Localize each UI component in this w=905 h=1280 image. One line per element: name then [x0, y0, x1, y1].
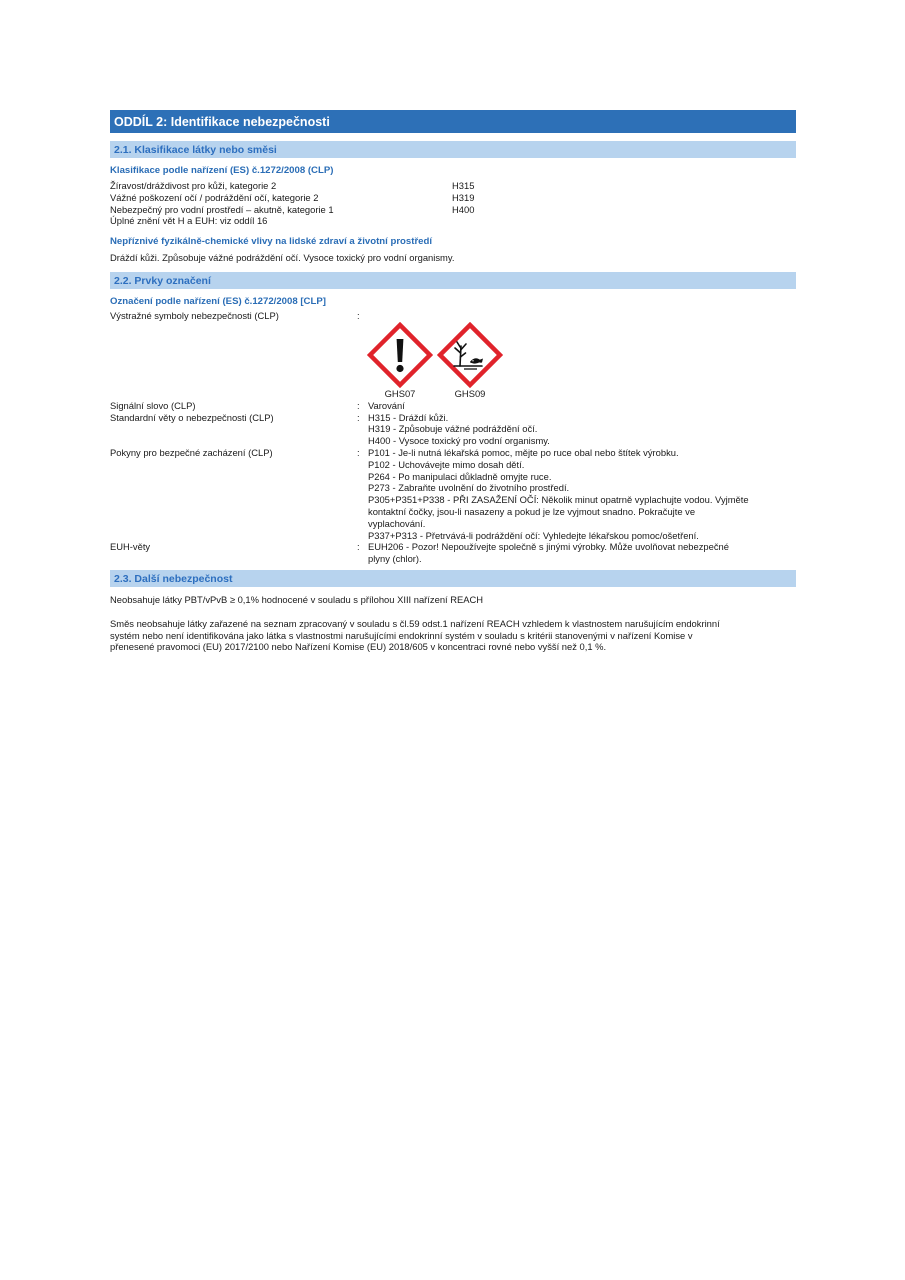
signal-word-value: Varování	[368, 399, 405, 411]
symbols-row: Výstražné symboly nebezpečnosti (CLP) :	[110, 309, 360, 321]
pictogram-ghs07	[365, 322, 435, 400]
classification-row	[110, 180, 796, 192]
pictogram-code: GHS07	[384, 387, 416, 399]
endocrine-line: Směs neobsahuje látky zařazené na seznam zpracovaný v souladu s čl.59 odst.1 nařízení REACH vzhledem k vlastnostem narušujícím endokrinní	[110, 617, 720, 629]
pictogram-ghs09	[435, 322, 505, 400]
classification-name: Vážné poškození očí / podráždění očí, kategorie 2	[110, 191, 319, 203]
precautionary-statement: P101 - Je-li nutná lékařská pomoc, mějte po ruce obal nebo štítek výrobku.	[368, 446, 679, 458]
classification-row	[110, 192, 796, 204]
euh-statement: plyny (chlor).	[368, 553, 422, 565]
environment-icon	[437, 322, 503, 388]
hazard-statements-row: Standardní věty o nebezpečnosti (CLP) : H315 - Dráždí kůži. H319 - Způsobuje vážné podráždění očí. H400 - Vysoce toxický pro vodní organismy.	[110, 412, 796, 447]
precautionary-statement: P102 - Uchovávejte mimo dosah dětí.	[368, 458, 525, 470]
subsection-2-2-title: 2.2. Prvky označení	[110, 272, 796, 289]
classification-row	[110, 204, 796, 216]
classification-code: H400	[452, 203, 475, 215]
euh-statement: EUH206 - Pozor! Nepoužívejte společně s jinými výrobky. Může uvolňovat nebezpečné	[368, 541, 729, 553]
full-text-note: Úplné znění vět H a EUH: viz oddíl 16	[110, 215, 268, 227]
precautionary-statements-label: Pokyny pro bezpečné zacházení (CLP)	[110, 446, 273, 458]
classification-name: Nebezpečný pro vodní prostředí – akutně, kategorie 1	[110, 203, 334, 215]
hazard-statement: H400 - Vysoce toxický pro vodní organismy.	[368, 435, 550, 447]
subsection-2-1-title: 2.1. Klasifikace látky nebo směsi	[110, 141, 796, 158]
precautionary-statement: P264 - Po manipulaci důkladně omyjte ruce.	[368, 470, 552, 482]
exclamation-mark-icon	[367, 322, 433, 388]
precautionary-statement: vyplachování.	[368, 517, 426, 529]
hazard-statement: H319 - Způsobuje vážné podráždění očí.	[368, 423, 538, 435]
signal-word-label: Signální slovo (CLP)	[110, 399, 196, 411]
clp-label-heading: Označení podle nařízení (ES) č.1272/2008 [CLP]	[110, 295, 326, 307]
classification-code: H319	[452, 191, 475, 203]
subsection-2-3-title: 2.3. Další nebezpečnost	[110, 570, 796, 587]
euh-statements-row: EUH-věty : EUH206 - Pozor! Nepoužívejte společně s jinými výrobky. Může uvolňovat nebezpečné plyny (chlor).	[110, 541, 796, 565]
classification-name: Žíravost/dráždivost pro kůži, kategorie 2	[110, 180, 277, 191]
classification-list	[110, 180, 796, 227]
endocrine-line: systém nebo není identifikována jako látka s vlastnostmi narušujícími endokrinní systém v souladu s kritérii stanovenými v nařízení Komise v	[110, 629, 693, 641]
signal-word-row: Signální slovo (CLP) : Varování	[110, 400, 796, 412]
euh-statements-label: EUH-věty	[110, 541, 151, 553]
hazard-pictograms	[365, 322, 796, 400]
precautionary-statement: P305+P351+P338 - PŘI ZASAŽENÍ OČÍ: Několik minut opatrně vyplachujte vodou. Vyjměte	[368, 494, 749, 506]
symbols-label: Výstražné symboly nebezpečnosti (CLP)	[110, 309, 279, 321]
precautionary-statement: kontaktní čočky, jsou-li nasazeny a pokud je lze vyjmout snadno. Pokračujte ve	[368, 505, 696, 517]
hazard-statement: H315 - Dráždí kůži.	[368, 411, 449, 423]
effects-text: Dráždí kůži. Způsobuje vážné podráždění očí. Vysoce toxický pro vodní organismy.	[110, 252, 455, 264]
precautionary-statement: P337+P313 - Přetrvává-li podráždění očí: Vyhledejte lékařskou pomoc/ošetření.	[368, 529, 699, 541]
section-title: ODDÍL 2: Identifikace nebezpečnosti	[110, 110, 796, 133]
classification-code: H315	[452, 180, 475, 191]
endocrine-statement	[110, 618, 796, 653]
precautionary-statement: P273 - Zabraňte uvolnění do životního prostředí.	[368, 482, 570, 494]
hazard-statements-label: Standardní věty o nebezpečnosti (CLP)	[110, 411, 274, 423]
effects-heading: Nepříznivé fyzikálně-chemické vlivy na lidské zdraví a životní prostředí	[110, 236, 433, 248]
precautionary-statements-row: Pokyny pro bezpečné zacházení (CLP) : P101 - Je-li nutná lékařská pomoc, mějte po ruce obal nebo štítek výrobku. P102 - Uchovávejte mimo dosah dětí. P264 - Po manipulaci důkladně omyjte ruce. P273 - Zabraňte uvolnění do životního prostředí. P305+P351+P338 - PŘI ZASAŽENÍ OČÍ: Několik minut opatrně vyplachujte vodou. Vyjměte kontaktní čočky, jsou-li nasazeny a pokud je lze vyjmout snadno. Pokračujte ve vyplachování. P337+P313 - Přetrvává-li podráždění očí: Vyhledejte lékařskou pomoc/ošetření.	[110, 447, 796, 541]
pbt-statement: Neobsahuje látky PBT/vPvB ≥ 0,1% hodnocené v souladu s přílohou XIII nařízení REACH	[110, 593, 484, 605]
endocrine-line: přenesené pravomoci (EU) 2017/2100 nebo Nařízení Komise (EU) 2018/605 v koncentraci rovné nebo vyšší než 0,1 %.	[110, 641, 607, 653]
sds-section-2	[110, 110, 796, 653]
clp-classification-heading: Klasifikace podle nařízení (ES) č.1272/2008 (CLP)	[110, 165, 334, 176]
pictogram-code: GHS09	[454, 387, 486, 399]
